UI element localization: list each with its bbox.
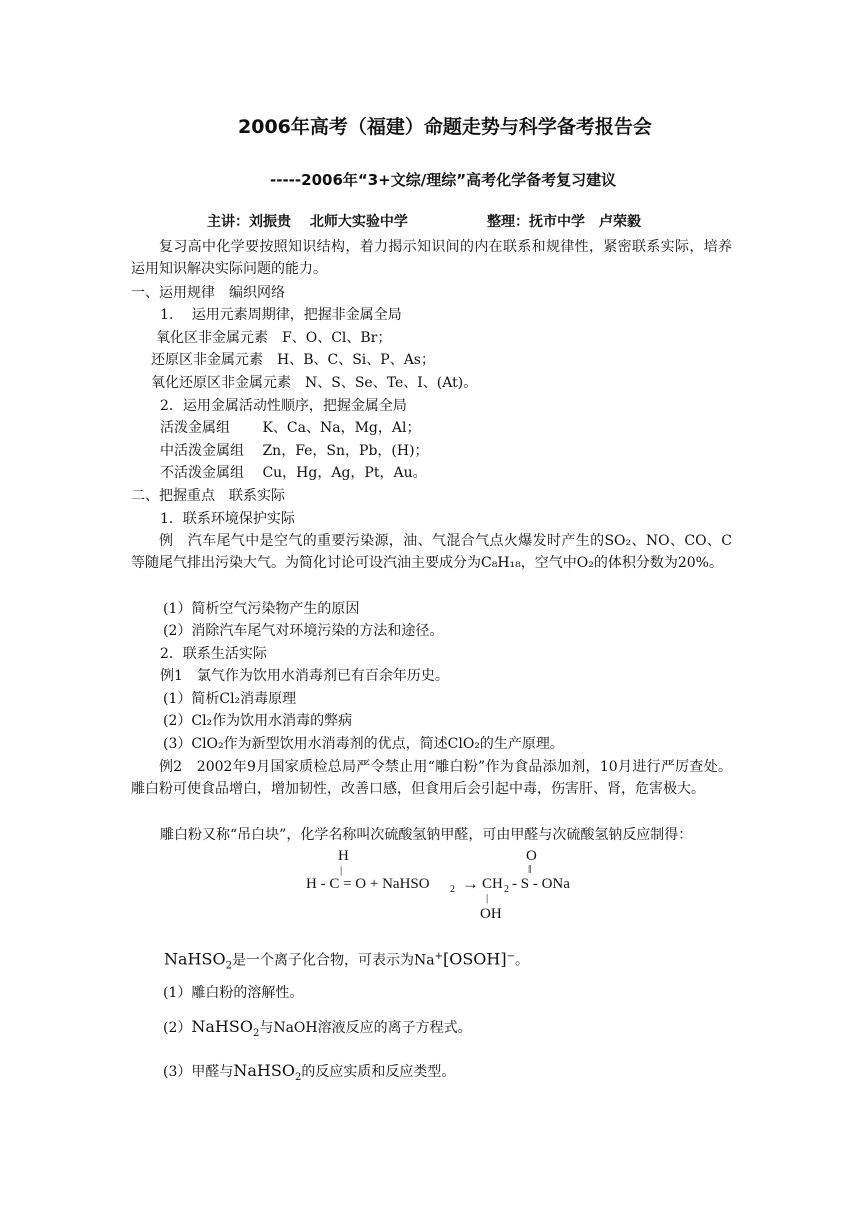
formula-ch: CH <box>482 876 503 892</box>
section2-item1: 1．联系环境保护实际 <box>160 511 295 527</box>
mid-active-metals: 中活泼金属组 Zn，Fe，Sn，Pb，(H)； <box>160 443 429 459</box>
reaction-formula <box>300 848 600 928</box>
ion-note <box>164 947 529 976</box>
formula-bond-bottom: | <box>486 892 489 904</box>
rongalite-description: 雕白粉又称“吊白块”，化学名称叫次硫酸氢钠甲醛，可由甲醛与次硫酸氢钠反应制得： <box>160 827 693 843</box>
q3-sub: 2 <box>294 1071 302 1083</box>
exhaust-question-1: (1）简析空气污染物产生的原因 <box>163 601 360 617</box>
active-metals: 活泼金属组 K、Ca、Na，Mg，Al； <box>160 420 421 436</box>
rongalite-question-2 <box>163 1017 472 1044</box>
ion-note-end: 。 <box>514 952 529 969</box>
section2-heading: 二、把握重点 联系实际 <box>131 488 285 504</box>
ion-plus: + <box>434 951 443 962</box>
ion-minus: − <box>506 951 515 962</box>
q2-prefix: (2） <box>163 1020 192 1036</box>
formula-o-top: O <box>526 848 537 864</box>
q3-prefix: (3）甲醛与 <box>163 1064 234 1080</box>
exhaust-question-2: (2）消除汽车尾气对环境污染的方法和途径。 <box>163 623 444 639</box>
chlorine-example: 例1 氯气作为饮用水消毒剂已有百余年历史。 <box>160 668 449 684</box>
exhaust-example-paragraph: 例 汽车尾气中是空气的重要污染源，油、气混合气点火爆发时产生的SO₂、NO、CO、C等随尾气排出污染大气。为简化讨论可设汽油主要成分为C₈H₁₈，空气中O₂的体积分数为20%。 <box>131 533 732 571</box>
nonmetal-reduction-zone: 还原区非金属元素 H、B、C、Si、P、As； <box>151 352 435 368</box>
q3-formula: NaHSO <box>233 1061 295 1080</box>
formula-double-bond: ‖ <box>528 862 532 876</box>
ion-note-sub: 2 <box>225 960 232 972</box>
inactive-metals: 不活泼金属组 Cu，Hg，Ag，Pt，Au。 <box>160 465 427 481</box>
formula-right-side: - S - ONa <box>512 876 570 892</box>
intro-paragraph: 复习高中化学要按照知识结构，着力揭示知识间的内在联系和规律性，紧密联系实际，培养运用知识解决实际问题的能力。 <box>131 239 732 277</box>
page-title: 2006年高考（福建）命题走势与科学备考报告会 <box>238 116 652 138</box>
section1-item1: 1. 运用元素周期律，把握非金属全局 <box>160 307 402 323</box>
ion-note-anion: [OSOH] <box>442 949 507 969</box>
rongalite-example-paragraph: 例2 2002年9月国家质检总局严令禁止用“雕白粉”作为食品添加剂，10月进行严厉查处。雕白粉可使食品增白，增加韧性，改善口感，但食用后会引起中毒，伤害肝、肾，危害极大。 <box>131 759 732 797</box>
section2-item2: 2．联系生活实际 <box>160 646 267 662</box>
page-subtitle: -----2006年“3+文综/理综”高考化学备考复习建议 <box>270 171 617 189</box>
chlorine-question-1: (1）简析Cl₂消毒原理 <box>163 691 297 707</box>
q3-text: 的反应实质和反应类型。 <box>301 1064 456 1080</box>
formula-arrow: → <box>462 874 479 893</box>
q2-formula: NaHSO <box>191 1017 253 1036</box>
byline-speaker: 主讲：刘振贵 北师大实验中学 <box>207 214 408 230</box>
formula-left-side: H - C = O + NaHSO <box>306 876 430 892</box>
formula-bond-top: | <box>340 864 343 876</box>
formula-h-top: H <box>338 848 349 864</box>
formula-ch-sub: 2 <box>504 884 509 895</box>
q2-text: 与NaOH溶液反应的离子方程式。 <box>259 1020 472 1036</box>
nonmetal-oxidation-zone: 氧化区非金属元素 F、O、Cl、Br； <box>156 330 392 346</box>
section1-heading: 一、运用规律 编织网络 <box>131 285 285 301</box>
formula-oh: OH <box>480 906 502 922</box>
ion-note-formula: NaHSO <box>164 949 226 969</box>
q2-sub: 2 <box>252 1027 260 1039</box>
chlorine-question-3: (3）ClO₂作为新型饮用水消毒剂的优点，简述ClO₂的生产原理。 <box>163 736 564 752</box>
ion-note-text: 是一个离子化合物，可表示为Na <box>231 952 435 969</box>
byline-editor: 整理：抚市中学 卢荣毅 <box>487 214 641 230</box>
formula-sub-2: 2 <box>450 884 455 895</box>
section1-item2: 2．运用金属活动性顺序，把握金属全局 <box>160 398 407 414</box>
nonmetal-redox-zone: 氧化还原区非金属元素 N、S、Se、Te、I、(At)。 <box>151 375 478 391</box>
chlorine-question-2: (2）Cl₂作为饮用水消毒的弊病 <box>163 713 353 729</box>
rongalite-question-3 <box>163 1061 455 1088</box>
rongalite-question-1: (1）雕白粉的溶解性。 <box>163 985 304 1001</box>
